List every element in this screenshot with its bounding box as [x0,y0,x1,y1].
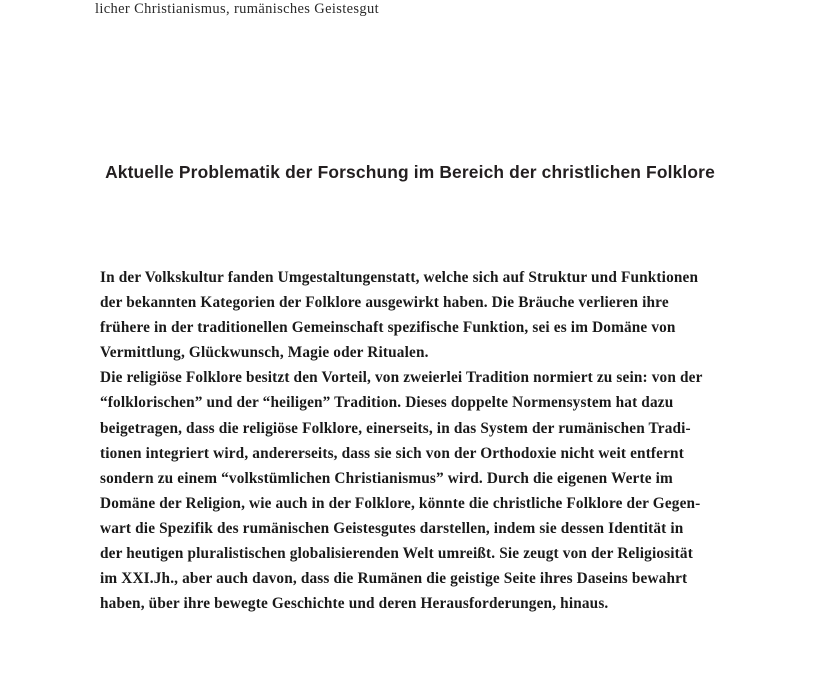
paragraph-line: beigetragen, dass die religiöse Folklore, einerseits, in das System der rumänischen Tradi- [100,419,691,437]
paragraph-line: haben, über ihre bewegte Geschichte und deren Herausforderungen, hinaus. [100,595,609,613]
paragraph-line: wart die Spezifik des rumänischen Geistesgutes darstellen, indem sie dessen Identität in [100,519,684,537]
running-header: licher Christianismus, rumänisches Geistesgut [95,1,379,17]
paragraph-line: im XXI.Jh., aber auch davon, dass die Rumänen die geistige Seite ihres Daseins bewahrt [100,570,688,588]
paragraph-line: Die religiöse Folklore besitzt den Vorteil, von zweierlei Tradition normiert zu sein: von der [100,369,703,387]
abstract-body [100,265,722,616]
paragraph-2 [100,365,722,616]
paragraph-line: Domäne der Religion, wie auch in der Folklore, könnte die christliche Folklore der Gegen- [100,494,701,512]
paragraph-line: tionen integriert wird, andererseits, dass sie sich von der Orthodoxie nicht weit entfernt [100,444,684,462]
paragraph-line: frühere in der traditionellen Gemeinschaft spezifische Funktion, sei es im Domäne von [100,319,676,337]
paragraph-line: der heutigen pluralistischen globalisierenden Welt umreißt. Sie zeugt von der Religiosität [100,545,693,563]
paragraph-line: Vermittlung, Glückwunsch, Magie oder Ritualen. [100,344,429,362]
paragraph-1 [100,265,722,365]
paragraph-line: sondern zu einem “volkstümlichen Christianismus” wird. Durch die eigenen Werte im [100,469,673,487]
paragraph-line: “folklorischen” und der “heiligen” Tradition. Dieses doppelte Normensystem hat dazu [100,394,674,412]
paragraph-line: der bekannten Kategorien der Folklore ausgewirkt haben. Die Bräuche verlieren ihre [100,294,669,312]
article-title: Aktuelle Problematik der Forschung im Bereich der christlichen Folklore [105,161,715,182]
paragraph-line: In der Volkskultur fanden Umgestaltungenstatt, welche sich auf Struktur und Funktionen [100,269,699,286]
